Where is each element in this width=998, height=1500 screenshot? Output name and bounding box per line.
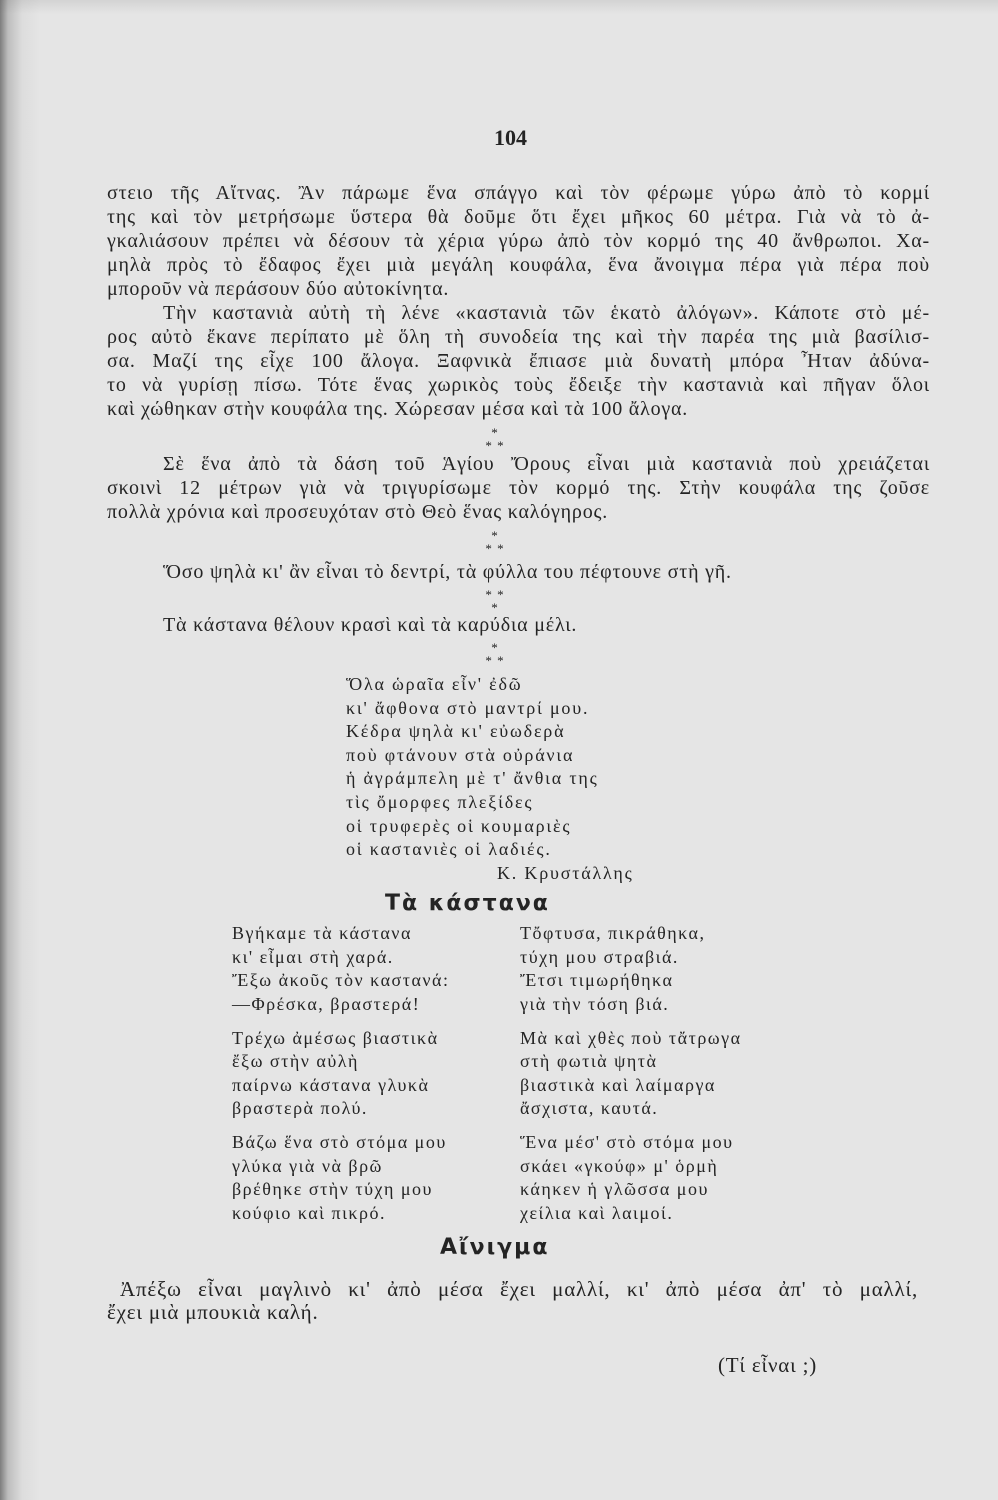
asterism-separator [465,641,525,667]
stanza [520,1027,742,1121]
stanza [232,922,449,1016]
asterism-bottom: * * [485,438,505,453]
athos-paragraph [107,452,930,524]
poem-line: οἱ τρυφερὲς οἱ κουμαριὲς [346,815,572,836]
verse-line: ἔξω στὴν αὐλὴ [232,1051,359,1071]
verse-line: βρέθηκε στὴν τύχη μου [232,1179,433,1199]
stanza [520,922,742,1016]
verse-line: κι' εἶμαι στὴ χαρά. [232,946,394,967]
song-title: Τὰ κάστανα [385,891,550,916]
verse-line: στὴ φωτιὰ ψητὰ [520,1051,658,1071]
verse-line: σκάει «γκούφ» μ' ὁρμὴ [520,1155,719,1176]
text-line: το νὰ γυρίσῃ πίσω. Τότε ἕνας χωρικὸς τοὺς ἔδειξε τὴν καστανιὰ καὶ πῆγαν ὅλοι [107,374,930,396]
text-line: γκαλιάσουν πρέπει νὰ δέσουν τὰ χέρια γύρω ἀπὸ τὸν κορμό της 40 ἄνθρωποι. Χα- [107,230,930,252]
chestnut-story [107,181,930,421]
text-line: Σὲ ἕνα ἀπὸ τὰ δάση τοῦ Ἁγίου Ὄρους εἶναι μιὰ καστανιὰ ποὺ χρειάζεται [163,453,930,475]
poem-line: Κέδρα ψηλὰ κι' εὐωδερὰ [346,721,566,742]
verse-line: —Φρέσκα, βραστερά! [232,993,421,1014]
poem-line: Ὅλα ὡραῖα εἶν' ἐδῶ [346,674,523,694]
text-line: της καὶ τὸν μετρήσωμε ὕστερα θὰ δοῦμε ὅτι ἔχει μῆκος 60 μέτρα. Γιὰ νὰ τὸ ἀ- [107,206,930,228]
stanza [232,1131,449,1225]
poem-line: τὶς ὄμορφες πλεξίδες [346,791,534,812]
stanza [232,1027,449,1121]
verse-line: Τρέχω ἀμέσως βιαστικὰ [232,1027,439,1048]
proverb: Τὰ κάστανα θέλουν κρασὶ καὶ τὰ καρύδια μέλι. [163,614,578,636]
proverb: Ὅσο ψηλὰ κι' ἂν εἶναι τὸ δεντρί, τὰ φύλλα του πέφτουνε στὴ γῆ. [163,561,732,583]
verse-line: κάηκεν ἡ γλῶσσα μου [520,1179,709,1199]
verse-line: Βγήκαμε τὰ κάστανα [232,923,412,943]
verse-line: γλύκα γιὰ νὰ βρῶ [232,1155,383,1176]
verse-line: χείλια καὶ λαιμοί. [520,1202,674,1223]
text-line: σκοινὶ 12 μέτρων γιὰ νὰ τριγυρίσωμε τὸν κορμό της. Στὴν κουφάλα της ζοῦσε [107,477,930,499]
text-line: ρος αὐτὸ ἔκανε περίπατο μὲ ὅλη τὴ συνοδεία της καὶ τὴν παρέα της μιὰ βασίλισ- [107,326,930,348]
verse-line: γιὰ τὴν τόση βιά. [520,993,670,1014]
verse-line: βιαστικὰ καὶ λαίμαργα [520,1074,716,1095]
text-line: μηλὰ πρὸς τὸ ἔδαφος ἔχει μιὰ μεγάλη κουφάλα, ἕνα ἄνοιγμα πέρα γιὰ πέρα ποὺ [107,254,930,276]
verse-line: Μὰ καὶ χθὲς ποὺ τἄτρωγα [520,1027,742,1048]
verse-line: παίρνω κάστανα γλυκὰ [232,1074,430,1095]
asterism-top: * [491,425,499,440]
verse-line: Ἕνα μέσ' στὸ στόμα μου [520,1132,734,1152]
asterism-bottom: * * [485,653,505,668]
song-left-column [232,922,449,1225]
text-line: Ἀπέξω εἶναι μαγλινὸ κι' ἀπὸ μέσα ἔχει μαλλί, κι' ἀπὸ μέσα ἀπ' τὸ μαλλί, [120,1277,918,1301]
verse-line: Ἔτσι τιμωρήθηκα [520,970,674,990]
asterism-top: * [491,640,499,655]
verse-line: τύχη μου στραβιά. [520,946,679,967]
text-line: Τὴν καστανιὰ αὐτὴ τὴ λένε «καστανιὰ τῶν ἑκατὸ ἀλόγων». Κάποτε στὸ μέ- [163,302,930,324]
poem-line: ποὺ φτάνουν στὰ οὐράνια [346,744,575,765]
text-line: μποροῦν νὰ περάσουν δύο αὐτοκίνητα. [107,278,450,300]
asterism-separator [465,588,525,614]
stanza [520,1131,742,1225]
verse-line: κούφιο καὶ πικρό. [232,1202,386,1223]
poem-line: οἱ καστανιὲς οἱ λαδιές. [346,839,552,860]
text-line: ἔχει μιὰ μπουκιὰ καλή. [107,1299,319,1324]
asterism-separator [465,426,525,452]
verse-line: Τὄφτυσα, πικράθηκα, [520,923,706,943]
asterism-bottom: * * [485,541,505,556]
asterism-top: * [491,528,499,543]
song-right-column [520,922,742,1225]
poem [346,673,634,885]
page-number: 104 [494,125,527,150]
riddle-text [107,1278,918,1323]
verse-line: Βάζω ἕνα στὸ στόμα μου [232,1132,447,1152]
poem-line: κι' ἄφθονα στὸ μαντρί μου. [346,697,590,718]
text-line: σα. Μαζί της εἶχε 100 ἄλογα. Ξαφνικὰ ἔπιασε μιὰ δυνατὴ μπόρα Ἦταν ἀδύνα- [107,350,930,372]
verse-line: Ἔξω ἀκοῦς τὸν καστανά: [232,970,450,990]
asterism-top: * * [485,587,505,602]
poem-line: ἡ ἀγράμπελη μὲ τ' ἄνθια της [346,768,599,789]
asterism-separator [465,529,525,555]
text-line: πολλὰ χρόνια καὶ προσευχόταν στὸ Θεὸ ἕνας καλόγηρος. [107,501,609,523]
poem-author: Κ. Κρυστάλλης [497,862,634,883]
verse-line: ἄσχιστα, καυτά. [520,1098,659,1118]
verse-line: βραστερὰ πολύ. [232,1098,368,1118]
text-line: στειο τῆς Αἴτνας. Ἂν πάρωμε ἕνα σπάγγο καὶ τὸν φέρωμε γύρω ἀπὸ τὸ κορμί [107,182,930,204]
text-line: καὶ χώθηκαν στὴν κουφάλα της. Χώρεσαν μέσα καὶ τὰ 100 ἄλογα. [107,398,689,420]
riddle-question: (Τί εἶναι ;) [718,1353,818,1377]
riddle-title: Αἴνιγμα [440,1235,550,1260]
asterism-bottom: * [491,600,499,615]
